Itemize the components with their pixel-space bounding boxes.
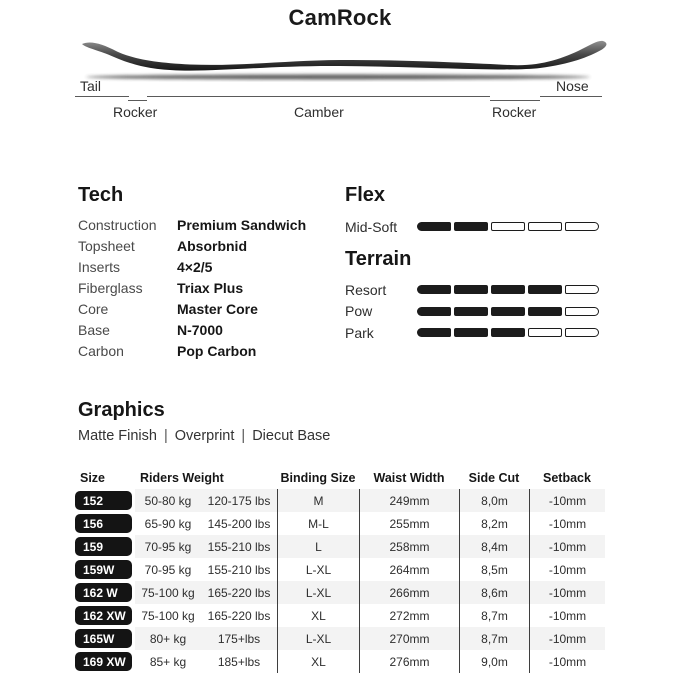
feature-separator: | [241,428,246,444]
rating-row [345,301,599,323]
rating-segment [565,328,599,337]
rocker-right-label: Rocker [492,104,537,120]
size-table-header [75,468,605,487]
waist-width-cell: 270mm [359,627,459,650]
flex-section [345,184,599,238]
weight-lbs-cell: 165-220 lbs [201,581,277,604]
weight-kg-cell: 80+ kg [135,627,201,650]
rating-segment [528,222,562,231]
rating-segment [454,222,488,231]
size-table-row [75,627,605,650]
weight-lbs-cell: 145-200 lbs [207,516,271,531]
waist-width-cell: 276mm [359,650,459,673]
binding-size-cell: L-XL [277,627,359,650]
size-cell [75,581,135,604]
weight-lbs-cell: 155-210 lbs [207,562,271,577]
rating-segment [417,328,451,337]
nose-measure-line [540,96,602,97]
side-cut-cell: 8,7m [459,604,529,627]
size-cell [75,604,135,627]
setback-cell: -10mm [529,650,605,673]
graphics-feature: Matte Finish [78,428,157,444]
flex-heading: Flex [345,184,386,206]
header-riders-weight: Riders Weight [140,470,224,485]
waist-width-cell: 258mm [359,535,459,558]
tech-row [78,319,348,340]
rating-segment [528,307,562,316]
size-table-row [75,581,605,604]
weight-kg-cell: 70-95 kg [135,535,201,558]
waist-width-cell: 272mm [359,604,459,627]
camber-measure-line [147,96,490,97]
size-badge: 152 [75,491,132,510]
rating-segment [565,285,599,294]
setback-cell: -10mm [529,627,605,650]
size-cell [75,535,135,558]
waist-width-cell: 264mm [359,558,459,581]
binding-size-cell: L-XL [277,558,359,581]
size-table-row [75,535,605,558]
size-cell [75,489,135,512]
rating-segment [417,285,451,294]
binding-size-cell: L-XL [277,581,359,604]
board-profile-figure [0,32,680,132]
waist-width-cell: 255mm [359,512,459,535]
weight-kg-cell: 50-80 kg [135,489,201,512]
size-cell [75,650,135,673]
size-cell [75,558,135,581]
weight-kg-cell: 65-90 kg [144,516,192,531]
tech-row-value: Premium Sandwich [177,216,307,233]
tech-row [78,256,348,277]
header-size: Size [80,470,106,485]
size-table-row [75,489,605,512]
rating-row [345,216,599,238]
setback-cell: -10mm [529,512,605,535]
side-cut-cell: 8,0m [459,489,529,512]
tech-row-value: 4×2/5 [177,258,213,275]
tech-row [78,214,348,235]
tech-row [78,235,348,256]
rating-segment [491,222,525,231]
terrain-heading: Terrain [345,248,412,270]
weight-lbs-cell: 175+lbs [201,627,277,650]
binding-size-cell: M [277,489,359,512]
rating-segment [528,328,562,337]
size-badge: 159 [75,537,132,556]
rating-segment [565,307,599,316]
tech-row [78,298,348,319]
binding-size-cell: XL [277,604,359,627]
rating-label: Resort [345,281,387,298]
rating-bars [417,222,599,231]
tech-row-value: Pop Carbon [177,342,257,359]
side-cut-cell: 8,6m [459,581,529,604]
size-badge: 162 W [75,583,132,602]
nose-label: Nose [556,78,589,94]
tech-row-value: Triax Plus [177,279,244,296]
setback-cell: -10mm [529,604,605,627]
size-badge: 162 XW [75,606,132,625]
rocker-left-measure-line [128,100,147,101]
weight-kg-cell: 70-95 kg [144,562,192,577]
header-side-cut: Side Cut [468,470,520,485]
weight-kg-cell: 75-100 kg [135,581,201,604]
flex-rating-rows [345,216,599,238]
waist-width-cell: 266mm [359,581,459,604]
header-binding-size: Binding Size [280,470,356,485]
size-badge: 165W [75,629,132,648]
tail-measure-line [75,96,129,97]
waist-width-cell: 249mm [359,489,459,512]
page-title: CamRock [288,5,392,30]
side-cut-cell: 8,5m [459,558,529,581]
rating-segment [491,285,525,294]
tech-row [78,277,348,298]
terrain-rating-rows [345,279,599,344]
weight-kg-cell: 85+ kg [149,654,187,669]
side-cut-cell: 8,4m [459,535,529,558]
graphics-heading: Graphics [78,399,165,421]
tech-row-label: Construction [78,216,157,233]
tech-row-label: Carbon [78,342,124,359]
size-badge: 159W [75,560,132,579]
binding-size-cell: L [277,535,359,558]
size-table-row [75,558,605,581]
feature-separator: | [163,428,168,444]
snowboard-profile-image [70,32,610,82]
rating-row [345,279,599,301]
graphics-feature: Diecut Base [252,428,331,444]
tech-rows [78,214,348,361]
rating-segment [454,285,488,294]
graphics-features [78,428,330,444]
tail-label: Tail [80,78,102,94]
rating-label: Pow [345,303,373,320]
rocker-left-label: Rocker [113,104,158,120]
rating-bars [417,285,599,294]
camber-label: Camber [294,104,344,120]
tech-row-label: Fiberglass [78,279,143,296]
weight-lbs-cell: 155-210 lbs [201,535,277,558]
rating-segment [454,307,488,316]
tech-row-label: Inserts [78,258,121,275]
header-setback: Setback [543,470,591,485]
size-table-body [75,489,605,673]
rating-segment [565,222,599,231]
rating-bars [417,307,599,316]
tech-row-value: N-7000 [177,321,223,338]
rating-segment [417,222,451,231]
size-table-section [75,468,605,673]
tech-heading: Tech [78,184,124,206]
weight-lbs-cell: 120-175 lbs [201,489,277,512]
rating-label: Mid-Soft [345,218,398,235]
rocker-right-measure-line [490,100,540,101]
size-table-row [75,650,605,673]
tech-section [78,184,348,361]
size-cell [75,627,135,650]
binding-size-cell: XL [277,650,359,673]
rating-row [345,322,599,344]
size-badge: 156 [75,514,132,533]
side-cut-cell: 8,2m [459,512,529,535]
tech-row-label: Topsheet [78,237,135,254]
size-table-row [75,604,605,627]
weight-kg-cell: 75-100 kg [141,608,195,623]
rating-segment [454,328,488,337]
side-cut-cell: 9,0m [459,650,529,673]
setback-cell: -10mm [529,581,605,604]
side-cut-cell: 8,7m [459,627,529,650]
rating-segment [528,285,562,294]
graphics-section [78,399,330,444]
rating-segment [491,307,525,316]
header-waist-width: Waist Width [373,470,445,485]
graphics-feature: Overprint [174,428,235,444]
tech-row [78,340,348,361]
tech-row-label: Core [78,300,109,317]
setback-cell: -10mm [529,558,605,581]
board-silhouette [82,41,606,71]
setback-cell: -10mm [529,535,605,558]
tech-row-value: Absorbnid [177,237,247,254]
binding-size-cell: M-L [277,512,359,535]
tech-row-value: Master Core [177,300,258,317]
weight-lbs-cell: 185+lbs [217,654,261,669]
board-shadow [86,74,590,79]
rating-segment [491,328,525,337]
size-cell [75,512,135,535]
size-badge: 169 XW [75,652,132,671]
size-table-row [75,512,605,535]
rating-label: Park [345,324,374,341]
terrain-section [345,248,599,344]
rating-segment [417,307,451,316]
tech-row-label: Base [78,321,110,338]
rating-bars [417,328,599,337]
weight-lbs-cell: 165-220 lbs [207,608,271,623]
setback-cell: -10mm [529,489,605,512]
